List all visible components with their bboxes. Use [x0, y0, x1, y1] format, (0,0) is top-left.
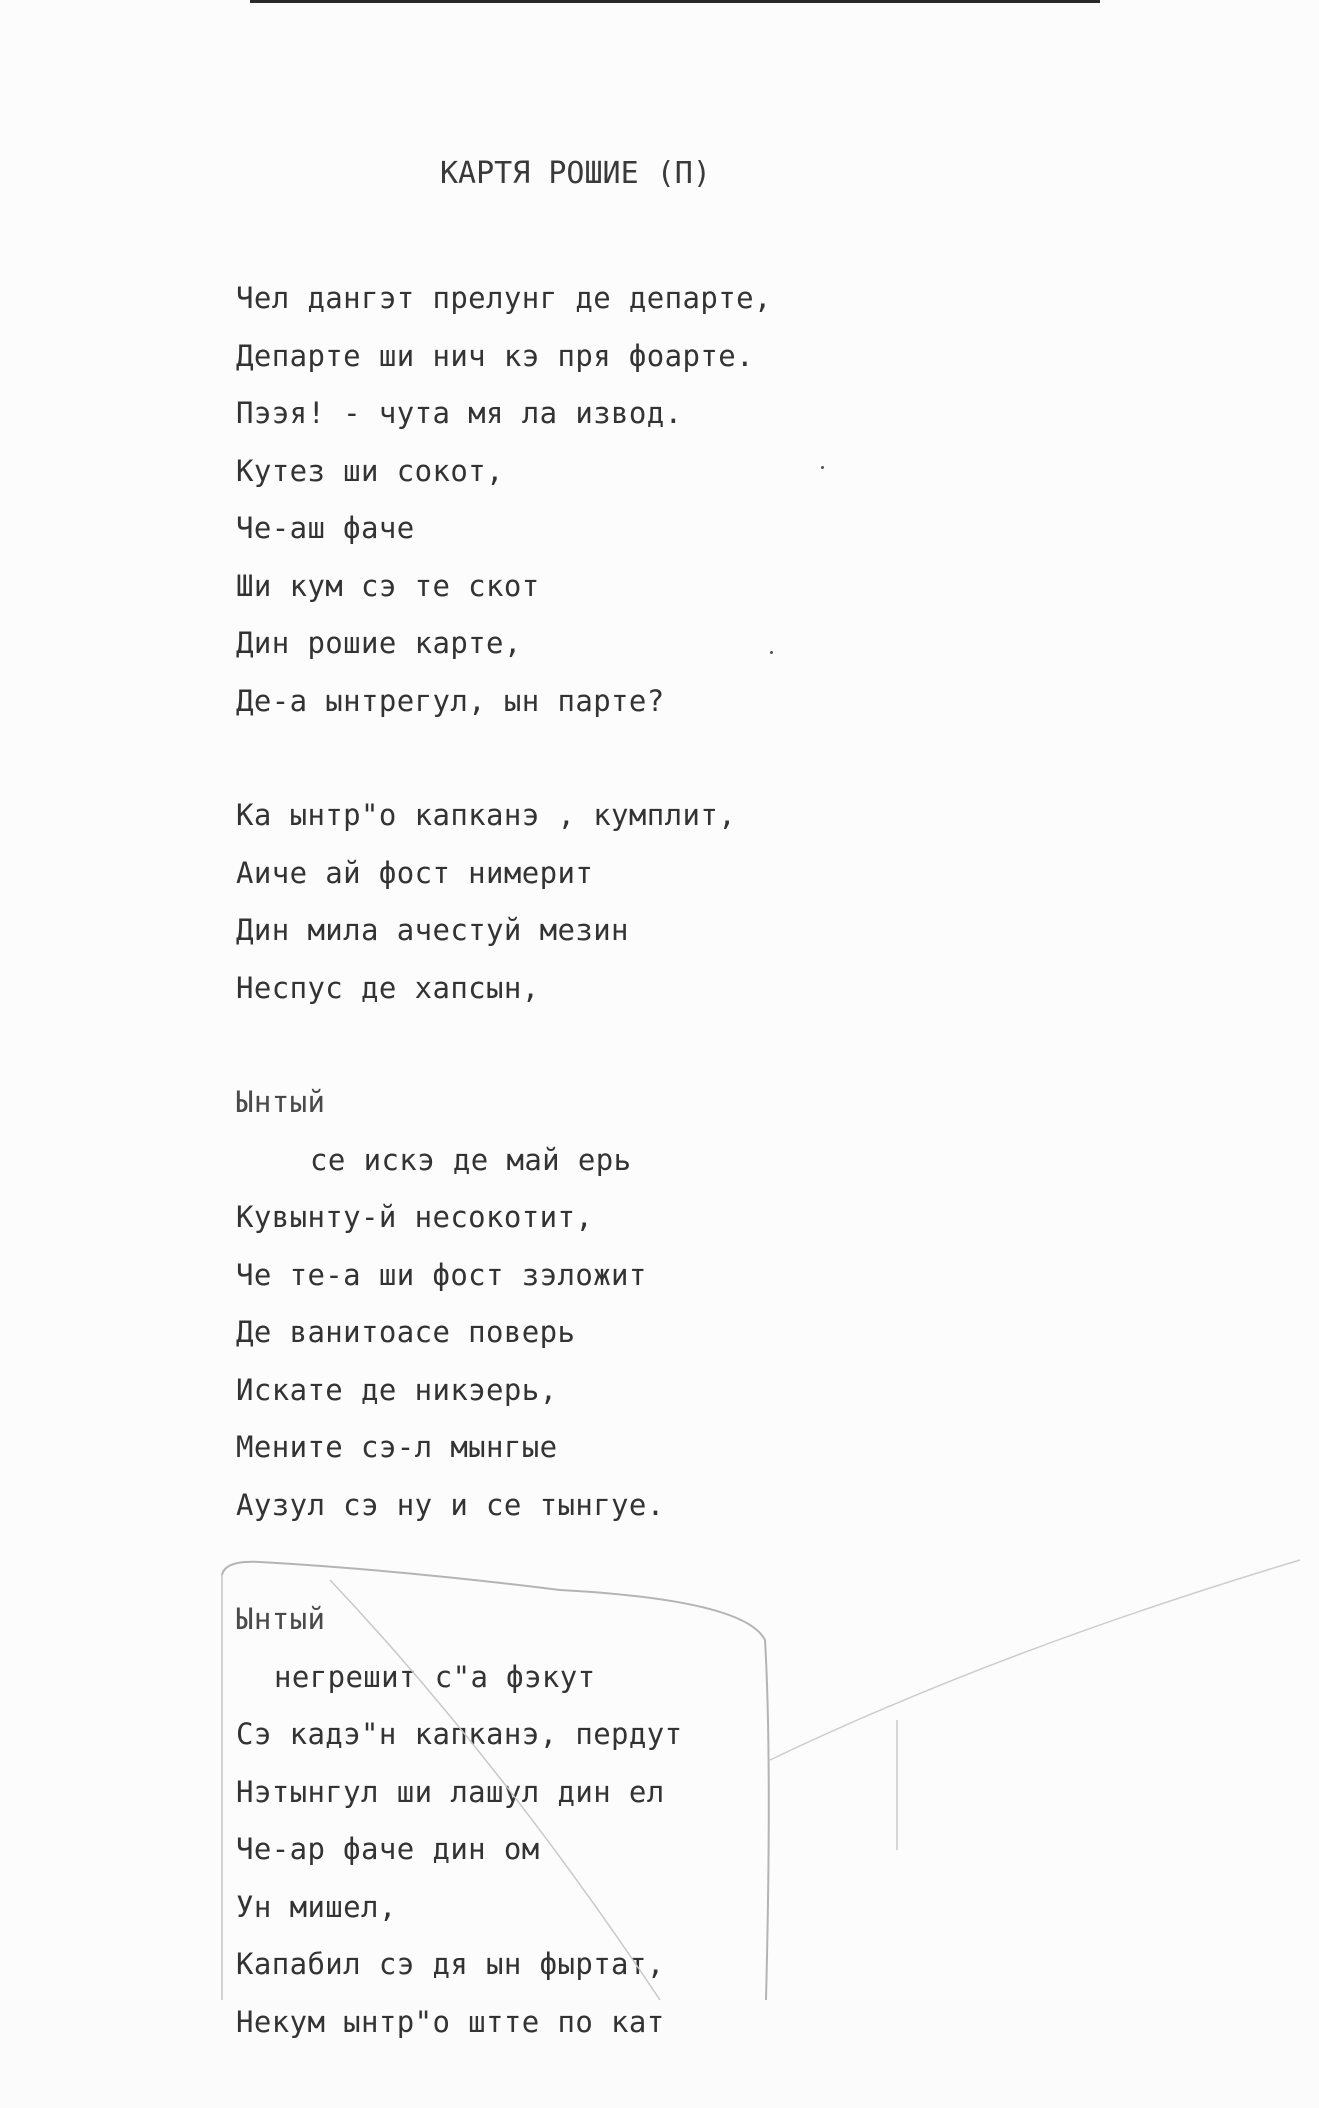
- poem-line: Капабил сэ дя ын фыртат,: [236, 1947, 665, 1981]
- ink-speck: [821, 466, 824, 469]
- poem-line: Дин мила ачестуй мезин: [236, 913, 629, 947]
- poem-line: Че те-а ши фост зэложит: [236, 1257, 647, 1292]
- poem-line: Ка ынтр"о капканэ , кумплит,: [236, 798, 737, 832]
- stanza-2: [236, 787, 1236, 1017]
- ink-speck: [770, 651, 773, 654]
- poem-line: се искэ де май ерь: [310, 1142, 632, 1177]
- poem-line: Сэ кадэ"н капканэ, пердут: [236, 1717, 683, 1751]
- poem-line: Мените сэ-л мынгые: [236, 1430, 558, 1464]
- poem-line: Кувынту-й несокотит,: [236, 1200, 594, 1234]
- poem-line: негрешит с"а фэкут: [274, 1659, 596, 1694]
- poem-line: Де ванитоасе поверь: [236, 1315, 576, 1349]
- poem-line: Нэтынгул ши лашул дин ел: [236, 1774, 665, 1809]
- page-top-edge: [250, 0, 1100, 3]
- poem-line: Чел дангэт прелунг де департе,: [236, 281, 772, 315]
- poem-line: Департе ши нич кэ пря фоарте.: [236, 338, 754, 373]
- poem-line: Дин рошие карте,: [236, 626, 522, 660]
- poem-line: Ынтый: [236, 1085, 326, 1119]
- poem-line: Че-аш фаче: [236, 511, 415, 545]
- poem-line: Кутез ши сокот,: [236, 453, 504, 488]
- poem-line: Че-ар фаче дин ом: [236, 1832, 540, 1866]
- poem-line: Неспус де хапсын,: [236, 970, 540, 1005]
- poem-line: Пээя! - чута мя ла извод.: [236, 396, 683, 430]
- poem-line: Некум ынтр"о штте по кат: [236, 2004, 665, 2039]
- poem-line: Аузул сэ ну и се тынгуе.: [236, 1487, 665, 1522]
- poem-line: Аиче ай фост нимерит: [236, 855, 594, 890]
- poem-line: Ун мишел,: [236, 1889, 397, 1924]
- stanza-1: [236, 270, 1236, 730]
- poem-line: Искате де никэерь,: [236, 1372, 558, 1407]
- poem-body: [236, 270, 1236, 2108]
- poem-line: Де-а ынтрегул, ын парте?: [236, 683, 665, 718]
- stanza-3: [236, 1074, 1236, 1534]
- poem-title: КАРТЯ РОШИЕ (П): [440, 156, 711, 191]
- stanza-4: [236, 1591, 1236, 2051]
- poem-line: Ынтый: [236, 1602, 326, 1636]
- poem-line: Ши кум сэ те скот: [236, 568, 540, 603]
